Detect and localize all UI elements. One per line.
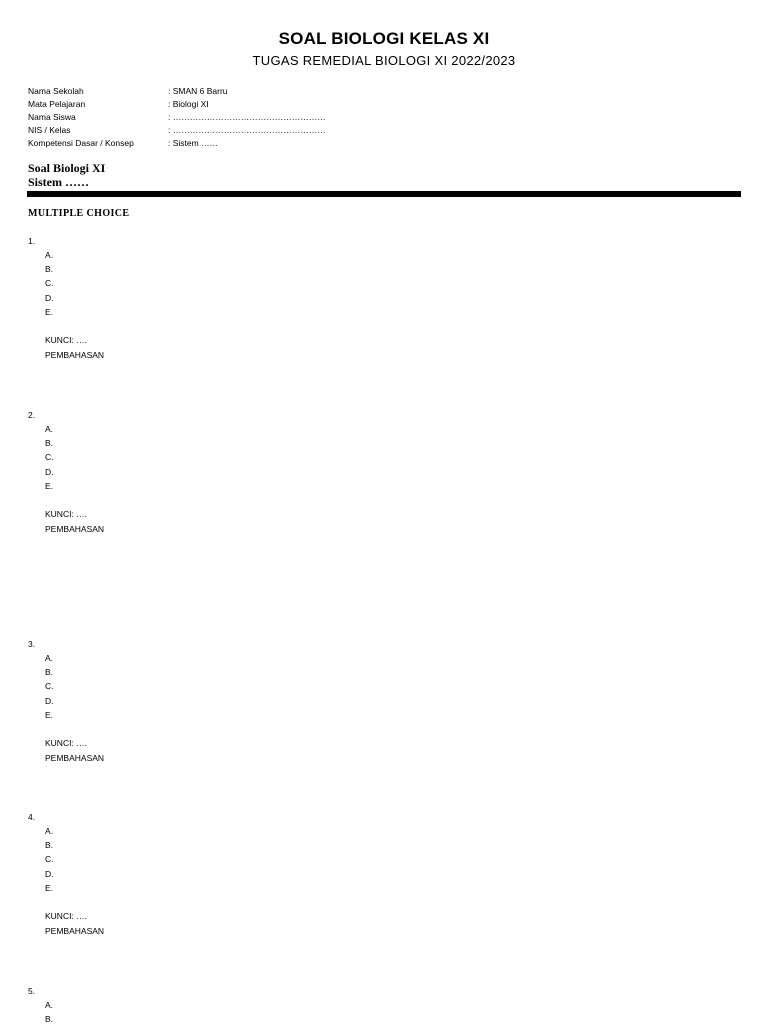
discussion-label: PEMBAHASAN [45, 925, 105, 936]
question-item [28, 984, 53, 1026]
question-number: 5. [28, 986, 36, 996]
info-label: Nama Sekolah [28, 86, 84, 96]
question-number: 4. [28, 812, 36, 822]
option-label: E. [45, 306, 54, 317]
info-value: : SMAN 6 Barru [168, 86, 228, 96]
info-label: NIS / Kelas [28, 125, 71, 135]
option-label: B. [45, 667, 54, 678]
option-label: A. [45, 653, 54, 663]
option-label: D. [45, 695, 54, 706]
option-label: B. [45, 1014, 54, 1025]
info-row-subject [28, 98, 326, 111]
option-label: B. [45, 840, 54, 851]
info-value: : Biologi XI [168, 99, 209, 109]
option-label: A. [45, 826, 54, 836]
multiple-choice-heading: MULTIPLE CHOICE [28, 208, 130, 219]
option-label: B. [45, 438, 54, 449]
info-label: Nama Siswa [28, 112, 76, 122]
document-subtitle: TUGAS REMEDIAL BIOLOGI XI 2022/2023 [252, 53, 516, 68]
info-value: : ……………………………………………… [168, 125, 326, 135]
option-label: C. [45, 452, 54, 463]
answer-key: KUNCI: …. [45, 334, 88, 345]
info-row-school [28, 85, 326, 98]
info-row-student-name [28, 111, 326, 124]
info-value: : Sistem …… [168, 138, 219, 148]
answer-key: KUNCI: …. [45, 737, 88, 748]
option-label: C. [45, 278, 54, 289]
option-list [45, 998, 53, 1026]
option-label: E. [45, 709, 54, 720]
info-label: Mata Pelajaran [28, 99, 86, 109]
question-item [28, 234, 104, 363]
answer-key: KUNCI: …. [45, 508, 88, 519]
question-item [28, 408, 104, 537]
info-label: Kompetensi Dasar / Konsep [28, 138, 134, 148]
heavy-divider [27, 191, 741, 197]
option-list [45, 651, 104, 722]
question-number: 2. [28, 410, 36, 420]
answer-key: KUNCI: …. [45, 910, 88, 921]
option-label: E. [45, 882, 54, 893]
info-value: : ……………………………………………… [168, 112, 326, 122]
option-label: E. [45, 480, 54, 491]
discussion-label: PEMBAHASAN [45, 752, 105, 763]
question-item [28, 637, 104, 766]
section-title-line1: Soal Biologi XI [28, 161, 106, 175]
question-number: 1. [28, 236, 36, 246]
option-label: D. [45, 868, 54, 879]
document-title: SOAL BIOLOGI KELAS XI [278, 29, 490, 48]
option-label: B. [45, 264, 54, 275]
discussion-label: PEMBAHASAN [45, 349, 105, 360]
option-label: D. [45, 466, 54, 477]
section-title-line2: Sistem …… [28, 175, 89, 189]
option-label: A. [45, 250, 54, 260]
info-row-competency [28, 137, 326, 150]
option-label: D. [45, 292, 54, 303]
option-label: A. [45, 1000, 54, 1010]
question-item [28, 810, 104, 939]
option-label: C. [45, 681, 54, 692]
option-list [45, 824, 104, 895]
option-label: A. [45, 424, 54, 434]
discussion-label: PEMBAHASAN [45, 523, 105, 534]
question-number: 3. [28, 639, 36, 649]
student-info-block [28, 85, 326, 150]
option-list [45, 248, 104, 319]
option-list [45, 422, 104, 493]
section-title [28, 161, 105, 189]
option-label: C. [45, 854, 54, 865]
info-row-nis-class [28, 124, 326, 137]
